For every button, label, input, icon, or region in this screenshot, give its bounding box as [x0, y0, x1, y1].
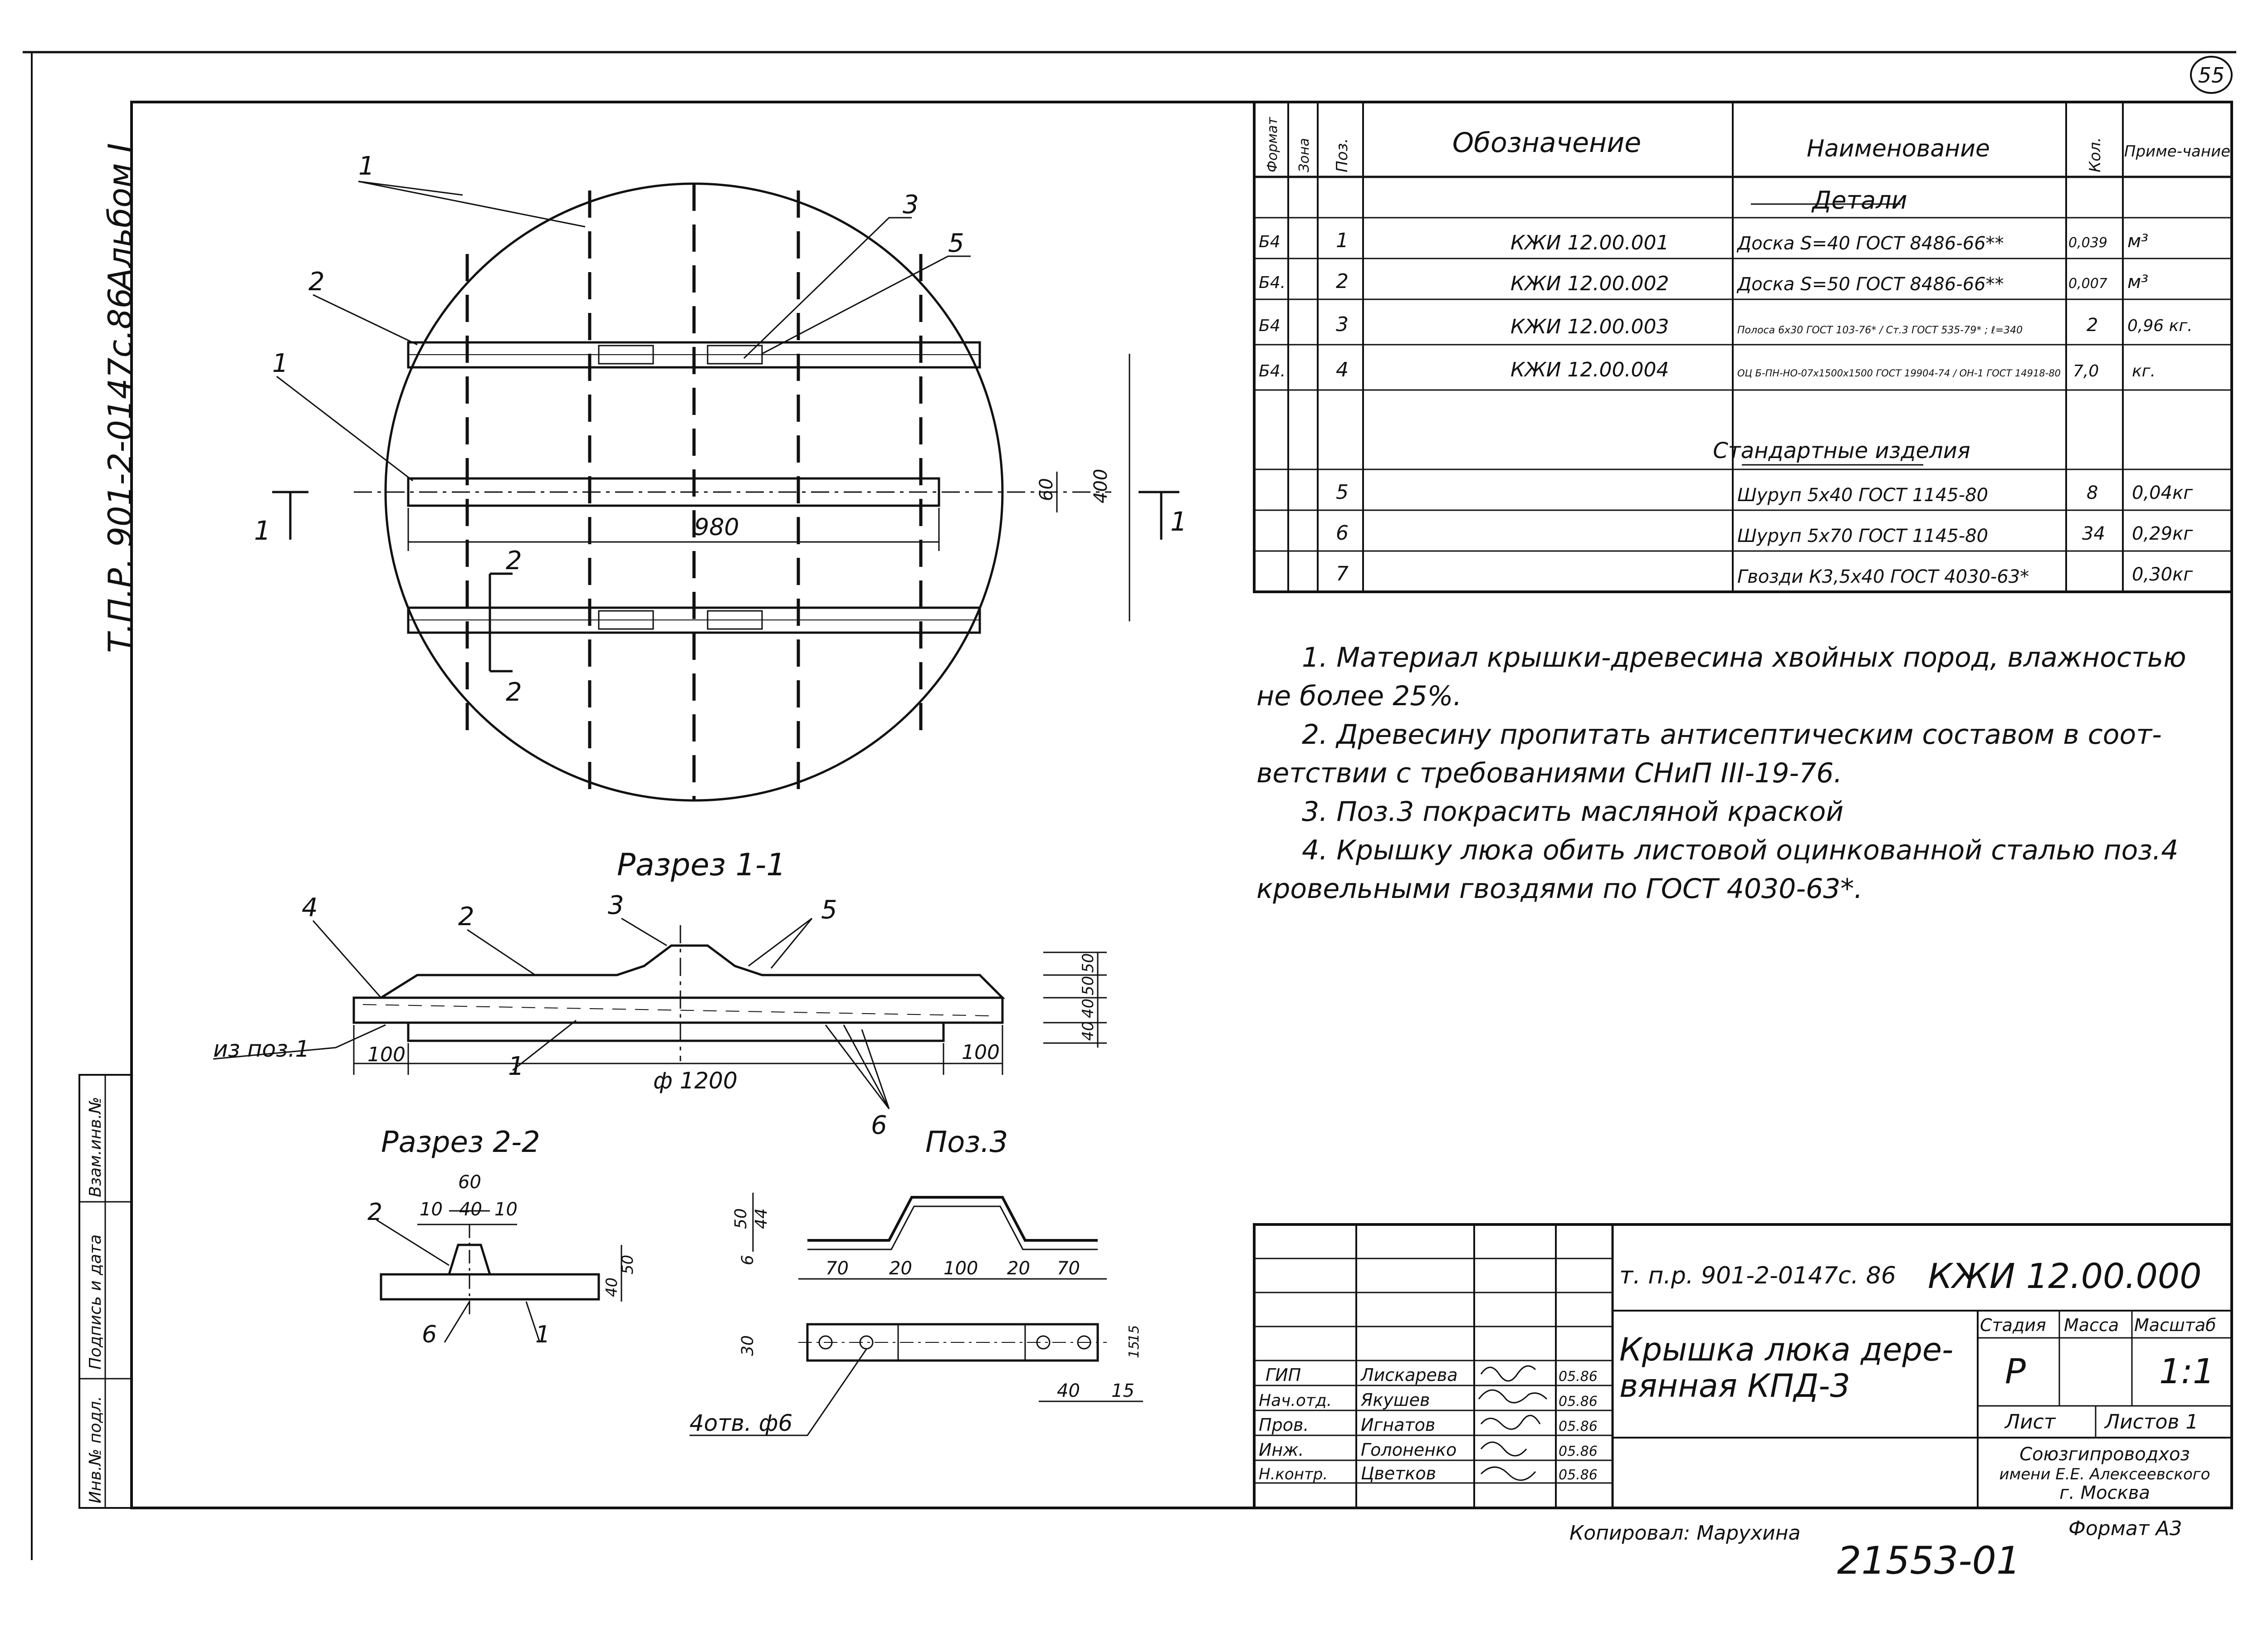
s22-dim-v50: 50 [619, 1254, 637, 1274]
s11-dim-1200: ф 1200 [653, 1068, 738, 1094]
tb-org2: имени Е.Е. Алексеевского [1999, 1465, 2210, 1483]
row3-fmt: Б4 [1259, 317, 1281, 335]
s11-callout-4: 4 [302, 893, 318, 922]
format-label: Формат А3 [2068, 1517, 2182, 1540]
pos3-dim-70b: 70 [1057, 1258, 1080, 1279]
spec-header-note: Приме-чание [2124, 142, 2231, 161]
tb-date-1: 05.86 [1559, 1369, 1598, 1385]
tb-date-5: 05.86 [1559, 1467, 1598, 1483]
spec-row [1336, 481, 2193, 506]
tb-org3: г. Москва [2059, 1483, 2150, 1503]
note-line-2: не более 25%. [1256, 680, 1462, 712]
s22-dim-10b: 10 [494, 1199, 518, 1220]
tb-name-3: Игнатов [1361, 1415, 1436, 1435]
tb-date-2: 05.86 [1559, 1394, 1598, 1410]
spec-row [1336, 562, 2193, 587]
tb-date-3: 05.86 [1559, 1419, 1598, 1434]
note-line-6: 4. Крышку люка обить листовой оцинкованной сталью поз.4 [1302, 834, 2179, 866]
row5-name: Шуруп 5х40 ГОСТ 1145-80 [1737, 485, 1989, 506]
section-2-2-title: Разрез 2-2 [381, 1126, 540, 1159]
s22-callout-2: 2 [367, 1199, 383, 1226]
row2-fmt: Б4. [1259, 273, 1286, 292]
note-line-7: кровельными гвоздями по ГОСТ 4030-63*. [1256, 873, 1863, 905]
row5-pos: 5 [1336, 481, 1349, 504]
row3-name: Полоса 6х30 ГОСТ 103-76* / Ст.3 ГОСТ 535-79* ; ℓ=340 [1737, 325, 2023, 336]
section-1-1 [213, 847, 1107, 1140]
section-mark-2-top: 2 [506, 546, 522, 576]
tb-role-4: Инж. [1259, 1440, 1304, 1460]
side-stamp-inv: Инв.№ подл. [86, 1396, 105, 1503]
s11-dim-100-left: 100 [367, 1043, 406, 1066]
row2-name: Доска S=50 ГОСТ 8486-66** [1737, 274, 2004, 295]
row6-note: 0,29кг [2132, 523, 2193, 544]
spec-section-details: Детали [1812, 186, 1907, 215]
s11-side-dim-40b: 40 [1079, 1021, 1097, 1041]
s11-callout-6: 6 [871, 1111, 887, 1140]
plan-callout-1-mid: 1 [272, 349, 288, 378]
pos3-dim-15: 15 [1111, 1380, 1134, 1401]
s22-dim-10a: 10 [420, 1199, 443, 1220]
s11-dim-100-right: 100 [962, 1041, 1000, 1064]
copied-by: Копировал: Марухина [1569, 1522, 1801, 1545]
row6-pos: 6 [1336, 522, 1349, 545]
tb-name-4: Голоненко [1361, 1440, 1457, 1460]
spec-table-grid [1254, 102, 2232, 592]
row4-note: кг. [2132, 362, 2156, 380]
s22-callout-6: 6 [422, 1321, 437, 1348]
plan-view [254, 151, 1187, 800]
pos3-dim-20b: 20 [1007, 1258, 1030, 1279]
row3-note: 0,96 кг. [2127, 317, 2193, 335]
row7-name: Гвозди К3,5х40 ГОСТ 4030-63* [1737, 566, 2029, 587]
row3-qty: 2 [2087, 315, 2098, 336]
s11-note-from-pos1: из поз.1 [213, 1036, 310, 1062]
row7-note: 0,30кг [2132, 564, 2193, 585]
s22-dim-60: 60 [458, 1172, 481, 1193]
spec-header-name: Наименование [1806, 135, 1990, 162]
tb-scale-label: Масштаб [2134, 1315, 2216, 1335]
tb-role-1: ГИП [1266, 1365, 1301, 1385]
spec-header-format: Формат [1265, 117, 1281, 172]
pos3-dim-100: 100 [943, 1258, 978, 1279]
pos3-dim-20a: 20 [889, 1258, 912, 1279]
notes [1256, 642, 2186, 905]
inner-frame [132, 102, 2232, 1508]
s22-dim-40: 40 [459, 1199, 482, 1220]
row4-fmt: Б4. [1259, 362, 1286, 380]
pos3-dim-70a: 70 [826, 1258, 849, 1279]
dim-60: 60 [1036, 478, 1057, 501]
pos3-dim-50: 50 [732, 1208, 750, 1229]
sheet-number: 55 [2198, 63, 2225, 88]
row1-qty: 0,039 [2068, 235, 2107, 251]
dim-400: 400 [1090, 468, 1111, 503]
row4-pos: 4 [1336, 358, 1349, 381]
pos3-dim-6: 6 [738, 1255, 757, 1265]
s11-side-dim-40a: 40 [1079, 998, 1097, 1018]
tb-name-5: Цветков [1361, 1463, 1437, 1483]
spec-row [1259, 229, 2148, 254]
section-mark-2-bottom: 2 [506, 678, 522, 707]
spec-row [1259, 358, 2156, 381]
side-stamp-sign: Подпись и дата [86, 1234, 105, 1370]
note-line-3: 2. Древесину пропитать антисептическим составом в соот- [1302, 719, 2162, 751]
tb-mass-label: Масса [2064, 1315, 2119, 1335]
row5-qty: 8 [2087, 483, 2098, 503]
tb-role-2: Нач.отд. [1259, 1391, 1332, 1410]
dim-980: 980 [694, 514, 739, 541]
plan-callout-3: 3 [903, 190, 919, 219]
tb-code: КЖИ 12.00.000 [1928, 1256, 2202, 1296]
pos3-holes: 4отв. ф6 [689, 1410, 793, 1436]
tb-role-5: Н.контр. [1259, 1465, 1328, 1483]
pos3-dim-40: 40 [1057, 1380, 1080, 1401]
plan-callout-5: 5 [948, 229, 964, 258]
s22-dim-v40: 40 [603, 1277, 621, 1297]
row2-note: м³ [2127, 272, 2149, 293]
row4-code: КЖИ 12.00.004 [1510, 358, 1669, 381]
row3-pos: 3 [1336, 313, 1349, 336]
tb-stage-label: Стадия [1980, 1315, 2046, 1335]
tb-org1: Союзгипроводхоз [2019, 1444, 2190, 1465]
s11-side-dim-50b: 50 [1079, 976, 1097, 995]
row2-code: КЖИ 12.00.002 [1510, 272, 1669, 295]
section-2-2 [367, 1126, 637, 1348]
spec-header-qty: Кол. [2086, 137, 2104, 172]
section-1-1-title: Разрез 1-1 [617, 847, 786, 883]
row6-qty: 34 [2082, 523, 2105, 544]
section-mark-1-left: 1 [254, 515, 271, 546]
pos3-detail [689, 1126, 1143, 1436]
tb-stage: Р [2005, 1351, 2026, 1391]
pos3-dim-44: 44 [752, 1208, 771, 1229]
row5-note: 0,04кг [2132, 483, 2193, 503]
row7-pos: 7 [1336, 562, 1349, 585]
row3-code: КЖИ 12.00.003 [1510, 315, 1669, 338]
row1-pos: 1 [1336, 229, 1349, 252]
s11-callout-2: 2 [458, 902, 474, 932]
row1-name: Доска S=40 ГОСТ 8486-66** [1737, 233, 2004, 254]
side-stamp-replace: Взам.инв.№ [86, 1097, 105, 1197]
tb-scale: 1:1 [2159, 1351, 2215, 1391]
pos3-dim-15a: 15 [1126, 1325, 1142, 1342]
row4-qty: 7,0 [2073, 362, 2099, 380]
tb-sheets-label: Листов 1 [2105, 1410, 2199, 1434]
plan-callout-2: 2 [308, 267, 325, 297]
s11-side-dim-50a: 50 [1079, 953, 1097, 973]
spec-header-designation: Обозначение [1452, 127, 1642, 159]
row6-name: Шуруп 5х70 ГОСТ 1145-80 [1737, 526, 1989, 546]
tb-title-line2: вянная КПД-3 [1619, 1367, 1850, 1405]
spec-row [1259, 270, 2148, 295]
tb-role-3: Пров. [1259, 1415, 1309, 1435]
pos3-dim-15b: 15 [1126, 1341, 1142, 1358]
row1-code: КЖИ 12.00.001 [1510, 231, 1669, 254]
row2-qty: 0,007 [2068, 276, 2107, 292]
side-stamp [79, 1075, 132, 1508]
row2-pos: 2 [1336, 270, 1349, 293]
tb-title-line1: Крышка люка дере- [1619, 1331, 1954, 1368]
spec-row [1259, 313, 2193, 338]
inventory-number: 21553-01 [1837, 1538, 2021, 1583]
tb-sheet-label: Лист [2005, 1410, 2056, 1434]
row1-fmt: Б4 [1259, 233, 1281, 251]
row1-note: м³ [2127, 231, 2149, 252]
s22-callout-1: 1 [535, 1321, 551, 1348]
s11-callout-3: 3 [608, 891, 624, 920]
tb-name-1: Лискарева [1361, 1365, 1458, 1385]
tb-project: т. п.р. 901-2-0147с. 86 [1619, 1262, 1896, 1289]
note-line-1: 1. Материал крышки-древесина хвойных пород, влажностью [1302, 642, 2186, 673]
s11-callout-1: 1 [508, 1052, 524, 1081]
note-line-5: 3. Поз.3 покрасить масляной краской [1302, 796, 1844, 828]
spec-section-standard: Стандартные изделия [1713, 438, 1970, 463]
pos3-dim-30: 30 [738, 1335, 757, 1356]
section-mark-1-right: 1 [1170, 506, 1187, 537]
pos3-title: Поз.3 [925, 1126, 1008, 1159]
tb-name-2: Якушев [1361, 1390, 1430, 1410]
album-project-code: Т.П.Р. 901-2-0147с.86 [101, 288, 139, 653]
spec-header-pos: Поз. [1333, 138, 1351, 172]
spec-header-zone: Зона [1296, 138, 1312, 172]
album-name: Альбом I [101, 143, 139, 290]
spec-row [1336, 522, 2193, 546]
tb-date-4: 05.86 [1559, 1444, 1598, 1459]
plan-callout-1-top: 1 [358, 151, 375, 181]
signatures [1479, 1366, 1547, 1480]
row4-name: ОЦ Б-ПН-НО-07х1500х1500 ГОСТ 19904-74 / ОН-1 ГОСТ 14918-80 [1737, 368, 2061, 379]
s11-callout-5: 5 [821, 895, 837, 925]
note-line-4: ветствии с требованиями СНиП III-19-76. [1256, 757, 1843, 789]
